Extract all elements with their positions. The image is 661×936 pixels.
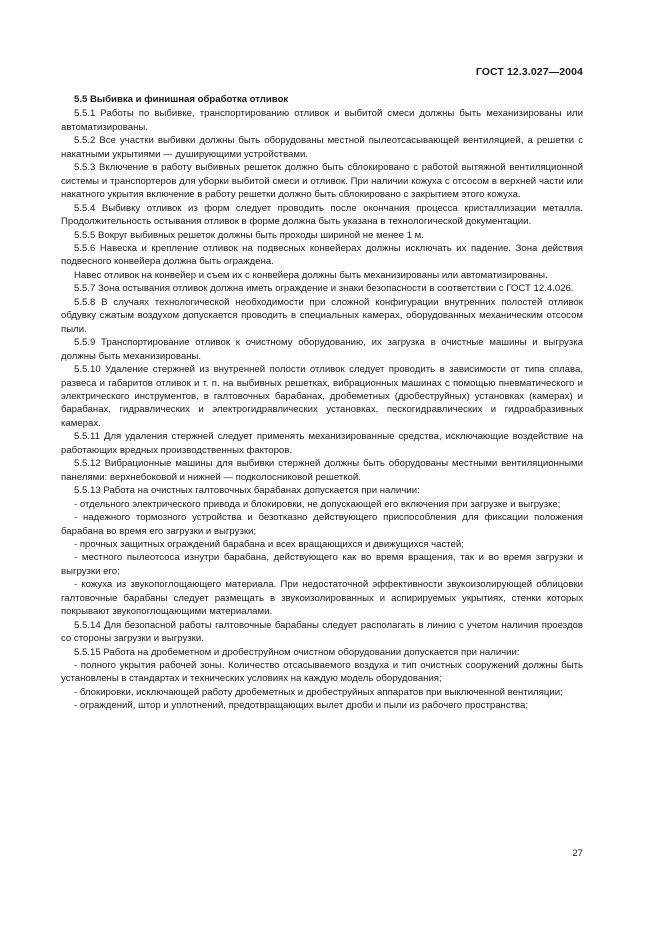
list-item: - местного пылеотсоса изнутри барабана, действующего как во время вращения, так и во время загрузки и выгрузки его; [61,552,583,577]
paragraph-5-5-6-continued: Навес отливок на конвейер и съем их с конвейера должны быть механизированы или автоматизированы. [74,269,548,281]
page-number: 27 [572,848,583,859]
paragraph-5-5-4: 5.5.4 Выбивку отливок из форм следует проводить после окончания процесса кристаллизации металла. Продолжительность остывания отливок в форме должна быть указана в технологической документации. [61,202,583,228]
paragraph-5-5-14: 5.5.14 Для безопасной работы галтовочные барабаны следует располагать в линию с учетом наличия проездов со стороны загрузки и выгрузки. [61,619,583,645]
list-item: - полного укрытия рабочей зоны. Количество отсасываемого воздуха и тип очистных сооружений должны быть установлены в стандартах и технических условиях на каждую модель оборудования; [61,660,583,685]
paragraph-5-5-8: 5.5.8 В случаях технологической необходимости при сложной конфигурации внутренних полостей отливок обдувку сжатым воздухом допускается проводить в специальных камерах, оборудованных механическим отсосом пыли. [61,296,583,335]
list-item: - отдельного электрического привода и блокировки, не допускающей его включения при загрузке и выгрузке; [74,498,561,510]
list-item: - кожуха из звукопоглощающего материала. При недостаточной эффективности звукоизолирующей облицовки галтовочные барабаны следует размещать в звукоизолированных и аспирируемых укрытиях, стенки которых покрывают звукопоглощающими материалами. [61,579,583,618]
paragraph-5-5-9: 5.5.9 Транспортирование отливок к очистному оборудованию, их загрузка в очистные машины и выгрузка должны быть механизированы. [61,337,583,362]
paragraph-5-5-13: 5.5.13 Работа на очистных галтовочных барабанах допускается при наличии: [74,485,420,497]
list-item: - блокировки, исключающей работу дробеметных и дробеструйных аппаратов при выключенной вентиляции; [74,686,563,698]
paragraph-5-5-15: 5.5.15 Работа на дробеметном и дробеструйном очистном оборудовании допускается при наличии: [74,646,520,658]
document-body [61,93,583,713]
list-item: - прочных защитных ограждений барабана и всех вращающихся и движущихся частей; [74,538,464,550]
paragraph-5-5-10: 5.5.10 Удаление стержней из внутренней полости отливок следует проводить в зависимости от типа сплава, развеса и габаритов отливок и т. п. на выбивных решетках, вибрационных машинах с помощью пневматического и электрического инструментов, в галтовочных барабанах, дробеметных (дробеструйных) установках (камерах) и барабанах, гидравлических и электрогидравлических установках, пескогидравлических и гидроабразивных камерах. [61,364,583,429]
paragraph-5-5-7: 5.5.7 Зона остывания отливок должна иметь ограждение и знаки безопасности в соответствии с ГОСТ 12.4.026. [74,283,574,295]
document-code-header: ГОСТ 12.3.027—2004 [475,66,583,78]
paragraph-5-5-1: 5.5.1 Работы по выбивке, транспортированию отливок и выбитой смеси должны быть механизированы или автоматизированы. [61,108,583,133]
list-item: - надежного тормозного устройства и безотказно действующего приспособления для фиксации положения барабана во время его загрузки и выгрузки; [61,512,583,537]
paragraph-5-5-2: 5.5.2 Все участки выбивки должны быть оборудованы местной пылеотсасывающей вентиляцией, а решетки с накатными укрытиями — душирующими устройствами. [61,135,583,160]
section-title: 5.5 Выбивка и финишная обработка отливок [74,94,289,105]
list-item: - ограждений, штор и уплотнений, предотвращающих вылет дроби и пыли из рабочего пространства; [74,700,529,712]
paragraph-5-5-3: 5.5.3 Включение в работу выбивных решеток должно быть сблокировано с работой вытяжной вентиляционной системы и транспортеров для уборки выбитой смеси и отливок. При наличии кожуха с отсосом в верхней части или накатного укрытия включение в работу решетки должно быть сблокировано с закрытием этого кожуха. [61,162,583,201]
paragraph-5-5-12: 5.5.12 Вибрационные машины для выбивки стержней должны быть оборудованы местными вентиляционными панелями: верхнебоковой и нижней — подколосниковой решеткой. [61,458,583,483]
paragraph-5-5-5: 5.5.5 Вокруг выбивных решеток должны быть проходы шириной не менее 1 м. [74,229,424,241]
paragraph-5-5-11: 5.5.11 Для удаления стержней следует применять механизированные средства, исключающие воздействие на работающих вредных производственных факторов. [61,431,583,456]
paragraph-5-5-6: 5.5.6 Навеска и крепление отливок на подвесных конвейерах должны исключать их падение. Зона действия подвесного конвейера должна быть ограждена. [61,242,583,268]
